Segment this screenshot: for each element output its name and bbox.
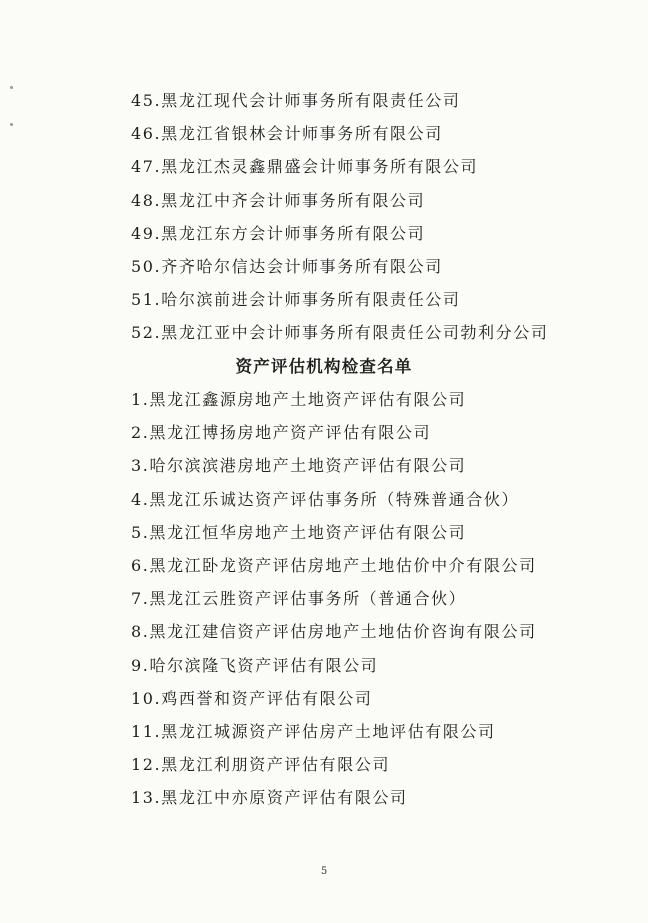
list-item: 10.鸡西誉和资产评估有限公司 (131, 688, 373, 708)
list-item: 47.黑龙江杰灵鑫鼎盛会计师事务所有限公司 (131, 157, 479, 177)
list-item: 52.黑龙江亚中会计师事务所有限责任公司勃利分公司 (131, 323, 549, 343)
binding-mark-dot (10, 123, 13, 126)
list-item: 5.黑龙江恒华房地产土地资产评估有限公司 (131, 522, 467, 542)
asset-appraisal-firm-list (131, 383, 537, 814)
list-item: 12.黑龙江利朋资产评估有限公司 (131, 755, 391, 775)
list-item: 45.黑龙江现代会计师事务所有限责任公司 (131, 91, 461, 110)
page-number: 5 (320, 866, 328, 877)
accounting-firm-list (131, 84, 548, 350)
list-item: 9.哈尔滨隆飞资产评估有限公司 (131, 655, 379, 675)
list-item: 48.黑龙江中齐会计师事务所有限公司 (131, 190, 426, 210)
list-item: 1.黑龙江鑫源房地产土地资产评估有限公司 (131, 390, 467, 409)
list-item: 2.黑龙江博扬房地产资产评估有限公司 (131, 423, 432, 443)
list-item: 51.哈尔滨前进会计师事务所有限责任公司 (131, 290, 461, 310)
list-item: 11.黑龙江城源资产评估房产土地评估有限公司 (131, 721, 496, 741)
binding-mark-dot (10, 86, 13, 89)
list-item: 49.黑龙江东方会计师事务所有限公司 (131, 223, 426, 243)
list-item: 46.黑龙江省银林会计师事务所有限公司 (131, 124, 443, 144)
list-item: 50.齐齐哈尔信达会计师事务所有限公司 (131, 256, 443, 276)
list-item: 4.黑龙江乐诚达资产评估事务所（特殊普通合伙） (131, 489, 520, 509)
list-item: 7.黑龙江云胜资产评估事务所（普通合伙） (131, 589, 467, 609)
list-item: 6.黑龙江卧龙资产评估房地产土地估价中介有限公司 (131, 555, 537, 575)
list-item: 8.黑龙江建信资产评估房地产土地估价咨询有限公司 (131, 622, 537, 642)
section-heading: 资产评估机构检查名单 (235, 357, 413, 376)
list-item: 13.黑龙江中亦原资产评估有限公司 (131, 788, 408, 808)
list-item: 3.哈尔滨滨港房地产土地资产评估有限公司 (131, 456, 467, 476)
